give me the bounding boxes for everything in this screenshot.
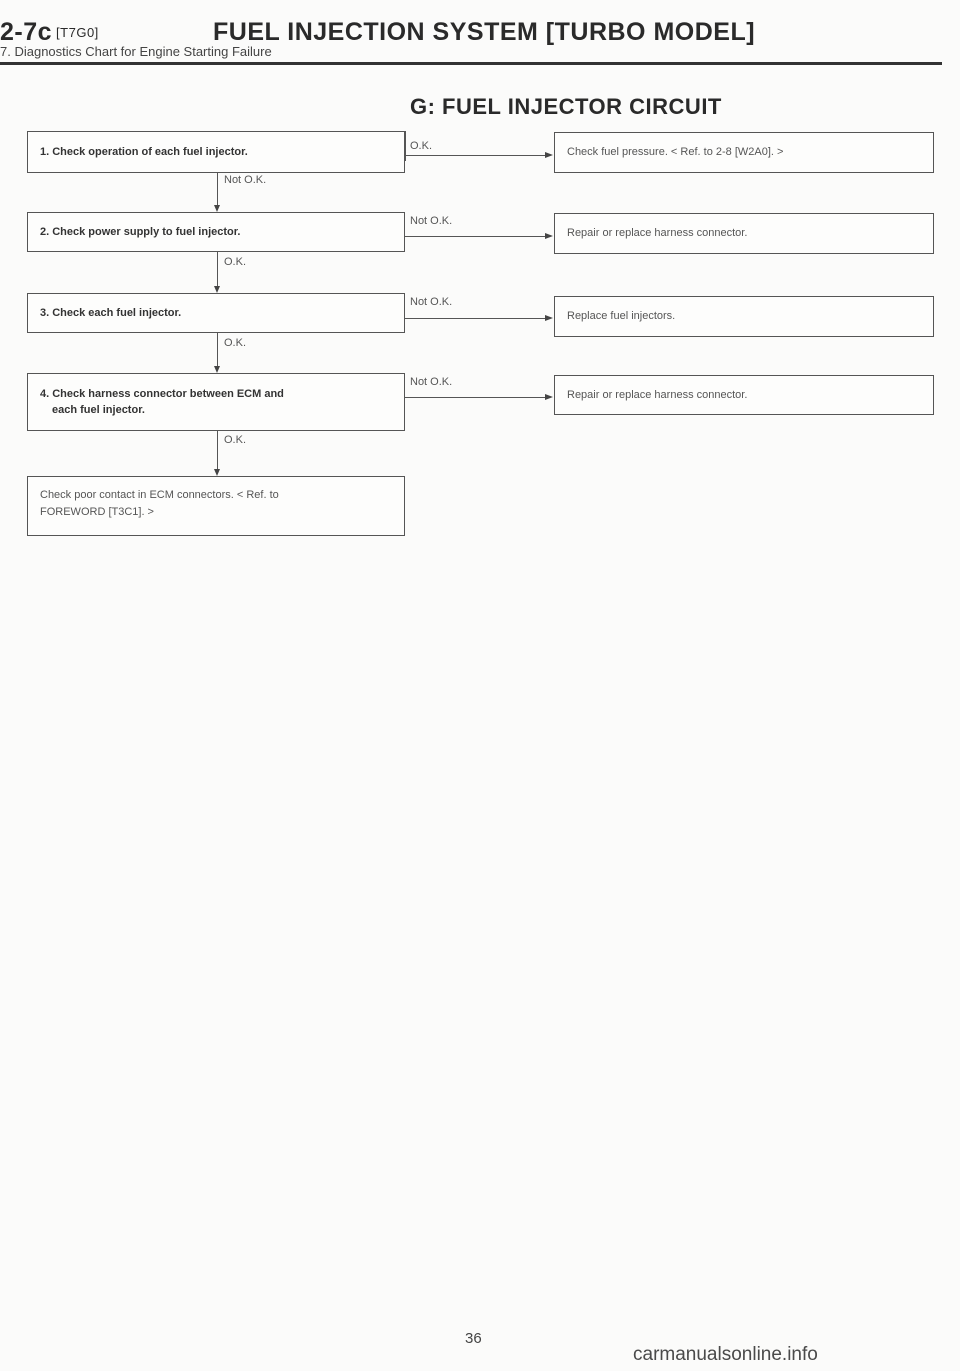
step-1-text: 1. Check operation of each fuel injector. — [40, 145, 248, 158]
branch-line-2 — [405, 236, 546, 237]
step-1-box — [27, 131, 405, 173]
arrow-right-icon — [545, 394, 553, 400]
branch-line-1 — [405, 155, 546, 156]
watermark: carmanualsonline.info — [633, 1344, 818, 1365]
step-4-text-line2: each fuel injector. — [52, 404, 145, 416]
connector-2-3 — [217, 252, 218, 287]
arrow-down-icon — [214, 366, 220, 373]
down-label-1: Not O.K. — [224, 174, 267, 186]
arrow-right-icon — [545, 315, 553, 321]
branch-label-1: O.K. — [410, 140, 433, 152]
arrow-down-icon — [214, 469, 220, 476]
result-1-box — [554, 132, 934, 173]
arrow-down-icon — [214, 286, 220, 293]
section-number: 2-7c [T7G0] — [0, 18, 99, 46]
result-3-text: Replace fuel injectors. — [567, 310, 676, 323]
connector-1-2 — [217, 173, 218, 206]
down-label-3: O.K. — [224, 337, 247, 349]
connector-3-4 — [217, 333, 218, 367]
page-header-title: FUEL INJECTION SYSTEM [TURBO MODEL] — [213, 18, 756, 46]
down-label-4: O.K. — [224, 434, 247, 446]
result-4-box — [554, 375, 934, 415]
result-1-text: Check fuel pressure. < Ref. to 2-8 [W2A0]. > — [567, 146, 784, 159]
step-4-box — [27, 373, 405, 431]
step-3-box — [27, 293, 405, 333]
step-3-text: 3. Check each fuel injector. — [40, 306, 182, 319]
step-2-box — [27, 212, 405, 252]
header-rule — [0, 62, 942, 65]
page-header-subtitle: 7. Diagnostics Chart for Engine Starting Failure — [0, 44, 272, 59]
chart-title: G: FUEL INJECTOR CIRCUIT — [410, 94, 722, 119]
section-code: [T7G0] — [56, 25, 99, 40]
branch-line-4 — [405, 397, 546, 398]
step-2-text: 2. Check power supply to fuel injector. — [40, 225, 241, 238]
arrow-right-icon — [545, 152, 553, 158]
branch-line-3 — [405, 318, 546, 319]
result-2-box — [554, 213, 934, 254]
branch-label-2: Not O.K. — [410, 215, 453, 227]
result-4-text: Repair or replace harness connector. — [567, 388, 748, 401]
branch-riser-1 — [405, 131, 406, 161]
connector-4-final — [217, 431, 218, 470]
final-action-line2: FOREWORD [T3C1]. > — [40, 505, 154, 518]
step-4-text-line1: 4. Check harness connector between ECM and — [40, 387, 284, 400]
final-action-line1: Check poor contact in ECM connectors. < Ref. to — [40, 489, 279, 501]
result-3-box — [554, 296, 934, 337]
result-2-text: Repair or replace harness connector. — [567, 227, 748, 240]
branch-label-4: Not O.K. — [410, 376, 453, 388]
branch-label-3: Not O.K. — [410, 296, 453, 308]
arrow-right-icon — [545, 233, 553, 239]
final-action-box — [27, 476, 405, 536]
page-number: 36 — [465, 1330, 482, 1347]
down-label-2: O.K. — [224, 256, 247, 268]
arrow-down-icon — [214, 205, 220, 212]
